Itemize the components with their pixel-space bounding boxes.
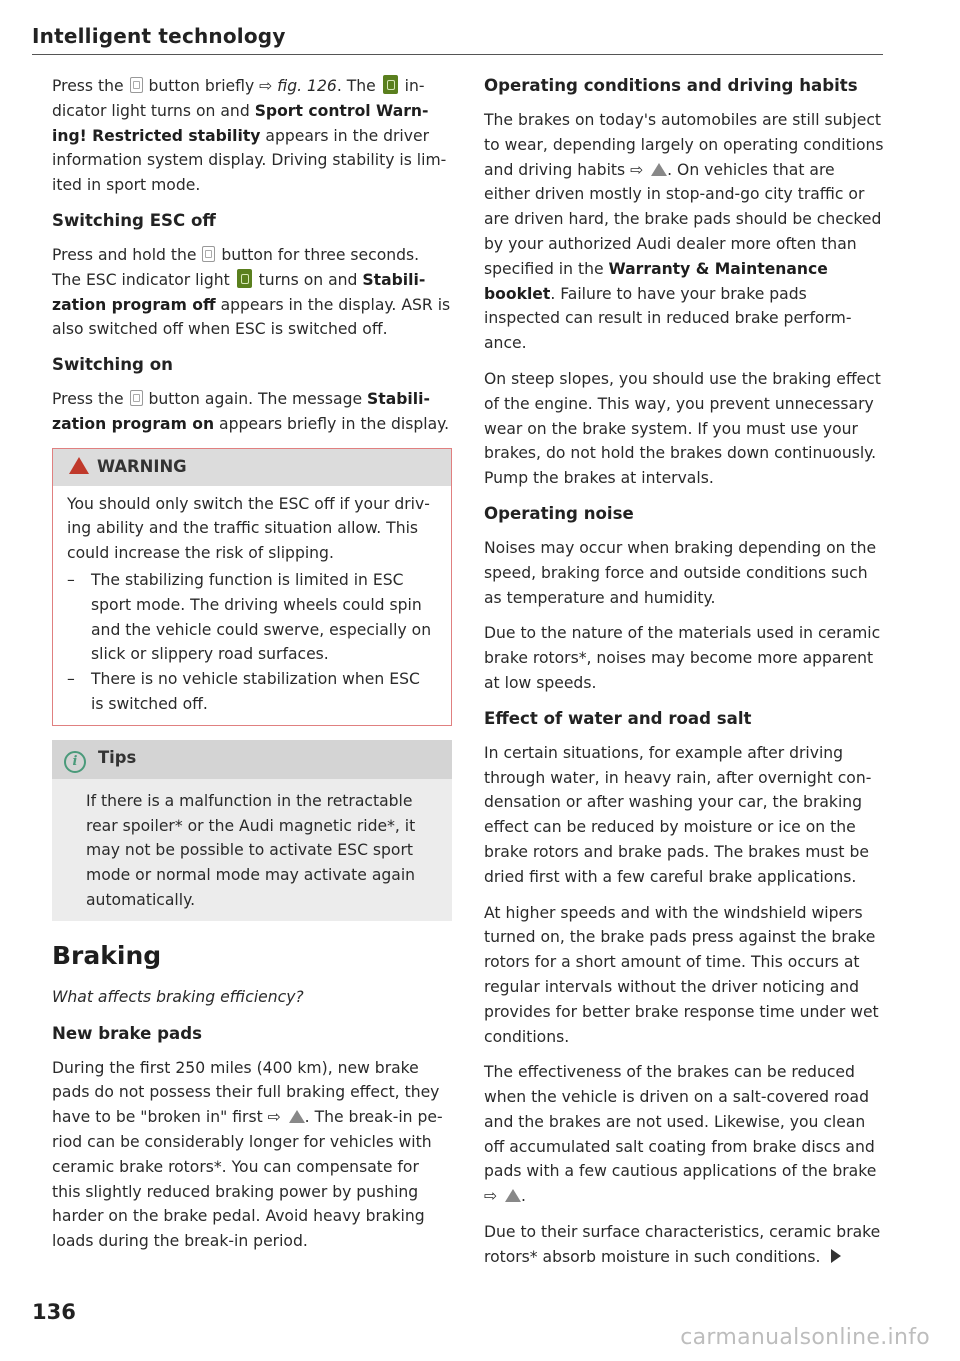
esc-button-icon bbox=[202, 246, 215, 262]
heading-switching-on: Switching on bbox=[52, 355, 173, 375]
left-column bbox=[52, 74, 452, 1265]
esc-indicator-icon bbox=[383, 75, 398, 94]
heading-new-brake-pads: New brake pads bbox=[52, 1023, 202, 1043]
right-column bbox=[484, 74, 884, 1281]
warning-list-item: – There is no vehicle stabilization when ESC is switched off. bbox=[67, 667, 437, 717]
info-icon: i bbox=[64, 751, 86, 773]
wipers-paragraph: At higher speeds and with the windshield wipers turned on, the brake pads press against the brake rotors for a short amount of time. This occurs at regular intervals without the driver noticing and provides for better brake response time under wet conditions. bbox=[484, 903, 879, 1046]
noise-paragraph: Noises may occur when braking depending on the speed, braking force and outside conditions such as temperature and humidity. bbox=[484, 538, 877, 607]
header-divider bbox=[32, 54, 883, 55]
esc-button-icon bbox=[130, 77, 143, 93]
figure-reference: fig. 126 bbox=[277, 77, 337, 95]
page-number: 136 bbox=[32, 1300, 76, 1324]
esc-off-paragraph: Press and hold the button for three seconds. The ESC indicator light turns on and Stabilization program off appears in the display. ASR is also switched off when ESC is switched off. bbox=[52, 245, 451, 339]
water-paragraph: In certain situations, for example after driving through water, in heavy rain, after overnight condensation or after washing your car, the braking effect can be reduced by moisture or ice on the brake rotors and brake pads. The brakes must be dried first with a few careful brake applications. bbox=[484, 743, 872, 886]
ceramic-noise-paragraph: Due to the nature of the materials used in ceramic brake rotors*, noises may become more apparent at low speeds. bbox=[484, 624, 881, 692]
section-header: Intelligent technology bbox=[32, 24, 286, 48]
warning-header: WARNING bbox=[53, 449, 451, 486]
warning-icon bbox=[69, 457, 89, 474]
esc-sport-paragraph: Press the button briefly ⇨ fig. 126. The indicator light turns on and Sport control Warning! Restricted stability appears in the driver information system display. Driving stability is limited in sport mode. bbox=[52, 77, 447, 195]
steep-slopes-paragraph: On steep slopes, you should use the braking effect of the engine. This way, you prevent unnecessary wear on the brake system. If you must use your brakes, do not hold the brakes down continuously. Pump the brakes at intervals. bbox=[484, 369, 881, 488]
heading-switching-esc-off: Switching ESC off bbox=[52, 210, 216, 230]
esc-indicator-icon bbox=[237, 269, 252, 288]
section-title-braking: Braking bbox=[52, 940, 162, 970]
warning-list-item: – The stabilizing function is limited in ESC sport mode. The driving wheels could spin and the vehicle could swerve, especially on slick or slippery road surfaces. bbox=[67, 568, 437, 667]
warning-reference-icon bbox=[651, 163, 667, 176]
heading-water-road-salt: Effect of water and road salt bbox=[484, 708, 752, 728]
switch-on-paragraph: Press the button again. The message Stabilization program on appears briefly in the display. bbox=[52, 390, 450, 433]
warning-list bbox=[67, 568, 437, 717]
warning-box bbox=[52, 448, 452, 726]
tips-body: If there is a malfunction in the retractable rear spoiler* or the Audi magnetic ride*, it may not be possible to activate ESC sport mode or normal mode may activate again automatically. bbox=[52, 779, 452, 921]
heading-operating-noise: Operating noise bbox=[484, 503, 634, 523]
new-brake-pads-paragraph: During the first 250 miles (400 km), new brake pads do not possess their full braking effect, they have to be "broken in" first ⇨ . The break-in period can be considerably longer for vehicles with ceramic brake rotors*. You can compensate for this slightly reduced braking power by pushing harder on the brake pedal. Avoid heavy braking loads during the break-in period. bbox=[52, 1058, 443, 1251]
heading-operating-conditions: Operating conditions and driving habits bbox=[484, 76, 858, 95]
section-subtitle: What affects braking efficiency? bbox=[52, 987, 304, 1006]
tips-header: i Tips bbox=[52, 740, 452, 779]
warning-reference-icon bbox=[289, 1110, 305, 1123]
operating-conditions-paragraph: The brakes on today's automobiles are still subject to wear, depending largely on operating conditions and driving habits ⇨ . On vehicles that are either driven mostly in stop-and-go city traffic or are driven hard, the brake pads should be checked by your authorized Audi dealer more often than specified in the Warranty & Maintenance booklet. Failure to have your brake pads inspected can result in reduced brake performance. bbox=[484, 111, 884, 353]
warning-body bbox=[53, 486, 451, 725]
road-salt-paragraph: The effectiveness of the brakes can be reduced when the vehicle is driven on a salt-covered road and the brakes are not used. Likewise, you clean off accumulated salt coating from brake discs and pads with a few cautious applications of the brake ⇨ . bbox=[484, 1063, 877, 1206]
tips-box bbox=[52, 740, 452, 921]
continue-arrow-icon bbox=[831, 1249, 841, 1263]
warning-text: You should only switch the ESC off if your driving ability and the traffic situation allow. This could increase the risk of slipping. bbox=[67, 494, 430, 563]
ceramic-moisture-paragraph: Due to their surface characteristics, ceramic brake rotors* absorb moisture in such conditions. bbox=[484, 1223, 881, 1266]
esc-button-icon bbox=[130, 390, 143, 406]
warning-reference-icon bbox=[505, 1189, 521, 1202]
watermark: carmanualsonline.info bbox=[680, 1325, 930, 1350]
